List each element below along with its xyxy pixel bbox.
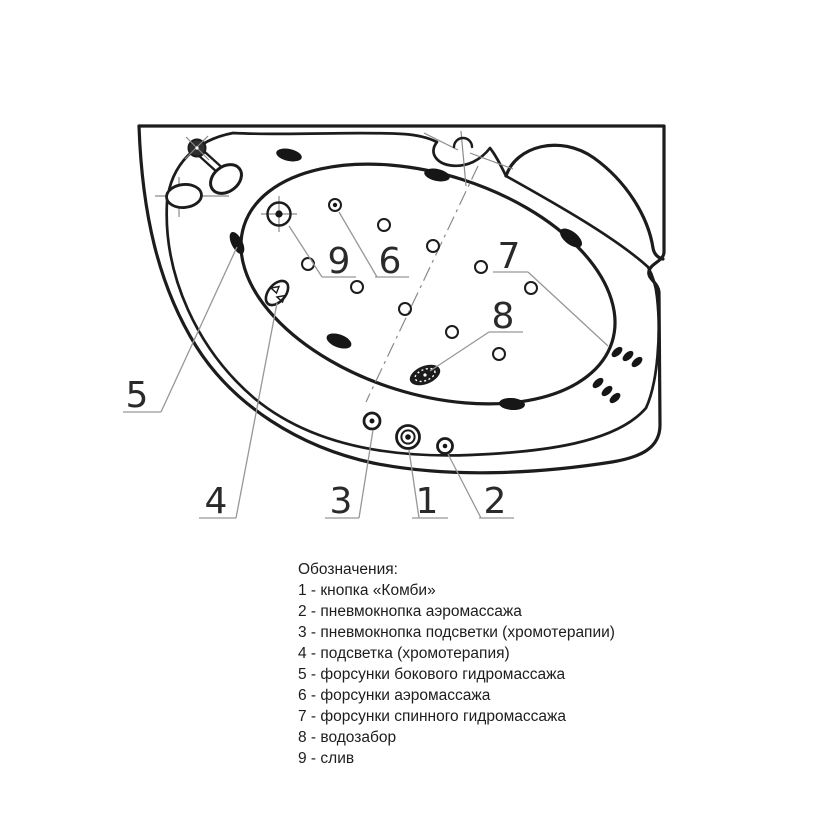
aero-jet xyxy=(446,326,458,338)
water-intake xyxy=(407,361,443,390)
legend-title: Обозначения: xyxy=(298,561,398,578)
legend-item-1: 1 - кнопка «Комби» xyxy=(298,582,436,599)
water-intake-dot xyxy=(423,373,426,376)
aero-jet xyxy=(427,240,439,252)
callout-7: 7 xyxy=(497,236,521,277)
legend-item-3: 3 - пневмокнопка подсветки (хромотерапии) xyxy=(298,624,615,641)
side-jet xyxy=(499,397,526,411)
back-jet xyxy=(591,376,605,390)
legend-item-4: 4 - подсветка (хромотерапия) xyxy=(298,645,510,662)
aero-jet xyxy=(378,219,390,231)
legend-item-2: 2 - пневмокнопка аэромассажа xyxy=(298,603,522,620)
legend-item-5: 5 - форсунки бокового гидромассажа xyxy=(298,666,566,683)
callout-4: 4 xyxy=(204,481,228,522)
back-hydromassage-jets xyxy=(591,345,644,405)
rim-hardware xyxy=(155,136,472,217)
kombi-button-dot xyxy=(405,434,411,440)
headrest-dome xyxy=(506,145,663,259)
legend-item-7: 7 - форсунки спинного гидромассажа xyxy=(298,708,566,725)
callout-6: 6 xyxy=(378,241,402,282)
callout-5: 5 xyxy=(125,375,149,416)
callout-leader-5 xyxy=(161,247,237,412)
faucet-mount-center xyxy=(195,146,198,149)
legend-item-8: 8 - водозабор xyxy=(298,729,397,746)
aero-jet xyxy=(475,261,487,273)
control-buttons xyxy=(364,413,453,454)
callout-3: 3 xyxy=(329,481,353,522)
aero-jet xyxy=(351,281,363,293)
callout-leader-8 xyxy=(430,332,489,371)
back-jet xyxy=(630,355,644,369)
callouts xyxy=(123,212,608,522)
side-jet xyxy=(227,230,248,256)
aero-button-dot xyxy=(443,444,448,449)
legend-item-6: 6 - форсунки аэромассажа xyxy=(298,687,491,704)
side-jet xyxy=(557,225,585,251)
callout-9: 9 xyxy=(327,241,351,282)
drain xyxy=(261,196,297,232)
aero-jet xyxy=(399,303,411,315)
back-jet xyxy=(621,349,635,363)
rim-knob-icon xyxy=(454,138,472,147)
light-button-dot xyxy=(370,419,375,424)
callout-1: 1 xyxy=(415,481,439,522)
side-hydromassage-jets xyxy=(227,146,586,410)
callout-leader-2 xyxy=(448,454,481,518)
aero-jet xyxy=(525,282,537,294)
callout-leader-7 xyxy=(528,272,608,346)
aero-jet xyxy=(302,258,314,270)
callout-2: 2 xyxy=(483,481,507,522)
aero-jet xyxy=(493,348,505,360)
callout-8: 8 xyxy=(491,296,515,337)
legend xyxy=(298,559,615,769)
aero-jet-ringed-dot xyxy=(333,203,337,207)
drain-center-dot xyxy=(275,210,282,217)
legend-item-9: 9 - слив xyxy=(298,750,355,767)
callout-leader-3 xyxy=(359,430,373,518)
side-jet xyxy=(275,146,303,163)
side-jet xyxy=(325,330,354,351)
